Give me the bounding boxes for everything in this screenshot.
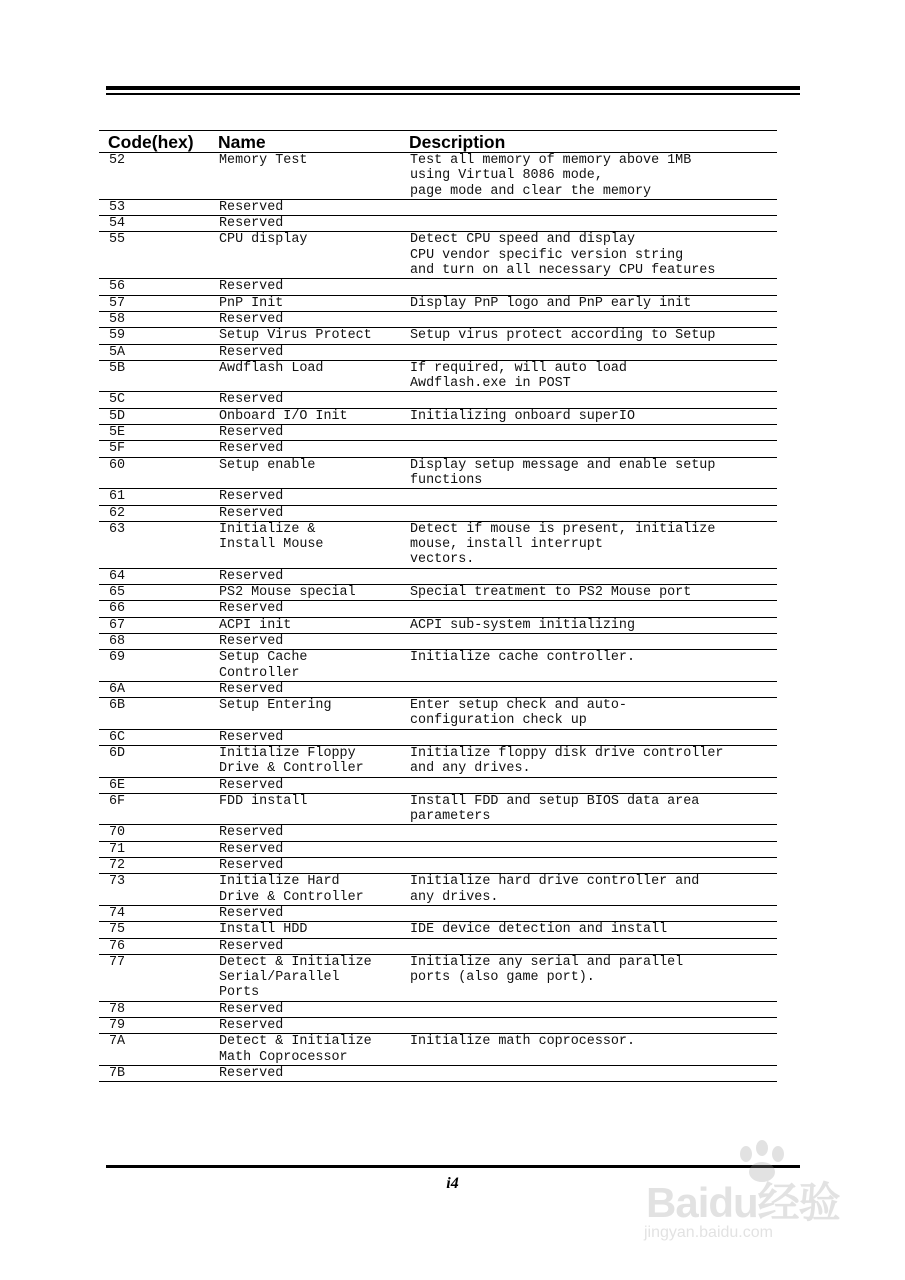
table-row bbox=[99, 745, 777, 777]
description-cell: If required, will auto load Awdflash.exe in POST bbox=[400, 360, 777, 392]
name-cell: Reserved bbox=[209, 681, 400, 697]
description-cell: Initialize any serial and parallel ports (also game port). bbox=[400, 954, 777, 1001]
table-row bbox=[99, 505, 777, 521]
table-row bbox=[99, 457, 777, 489]
name-cell: Reserved bbox=[209, 199, 400, 215]
description-cell bbox=[400, 1018, 777, 1034]
table-row bbox=[99, 777, 777, 793]
watermark-url: jingyan.baidu.com bbox=[644, 1224, 773, 1241]
table-row bbox=[99, 617, 777, 633]
name-cell: Reserved bbox=[209, 825, 400, 841]
code-cell: 57 bbox=[99, 295, 209, 311]
name-cell: Reserved bbox=[209, 1018, 400, 1034]
table-row bbox=[99, 938, 777, 954]
name-cell: Reserved bbox=[209, 505, 400, 521]
table-row bbox=[99, 729, 777, 745]
page-number: i4 bbox=[446, 1175, 459, 1192]
table-row bbox=[99, 858, 777, 874]
code-cell: 58 bbox=[99, 311, 209, 327]
name-cell: Reserved bbox=[209, 489, 400, 505]
name-cell: Install HDD bbox=[209, 922, 400, 938]
description-cell: Detect CPU speed and display CPU vendor specific version string and turn on all necessary CPU features bbox=[400, 232, 777, 279]
description-cell bbox=[400, 858, 777, 874]
code-cell: 6F bbox=[99, 793, 209, 825]
description-cell: Display setup message and enable setup functions bbox=[400, 457, 777, 489]
code-cell: 78 bbox=[99, 1001, 209, 1017]
description-cell bbox=[400, 938, 777, 954]
code-cell: 5F bbox=[99, 441, 209, 457]
name-cell: Reserved bbox=[209, 905, 400, 921]
code-cell: 71 bbox=[99, 841, 209, 857]
description-cell bbox=[400, 279, 777, 295]
code-cell: 77 bbox=[99, 954, 209, 1001]
table-row bbox=[99, 568, 777, 584]
code-cell: 53 bbox=[99, 199, 209, 215]
header-rule-thin bbox=[106, 93, 800, 95]
description-cell bbox=[400, 633, 777, 649]
code-cell: 55 bbox=[99, 232, 209, 279]
code-cell: 6C bbox=[99, 729, 209, 745]
code-cell: 7A bbox=[99, 1034, 209, 1066]
table-row bbox=[99, 1018, 777, 1034]
table-row bbox=[99, 841, 777, 857]
header-rule bbox=[106, 86, 800, 90]
code-cell: 6E bbox=[99, 777, 209, 793]
code-cell: 5B bbox=[99, 360, 209, 392]
name-cell: Initialize Hard Drive & Controller bbox=[209, 874, 400, 906]
table-row bbox=[99, 905, 777, 921]
description-cell bbox=[400, 311, 777, 327]
code-cell: 56 bbox=[99, 279, 209, 295]
code-cell: 5C bbox=[99, 392, 209, 408]
description-cell: Initialize math coprocessor. bbox=[400, 1034, 777, 1066]
name-cell: Onboard I/O Init bbox=[209, 408, 400, 424]
table-row bbox=[99, 216, 777, 232]
description-cell bbox=[400, 505, 777, 521]
description-cell: Setup virus protect according to Setup bbox=[400, 328, 777, 344]
name-cell: Reserved bbox=[209, 601, 400, 617]
description-cell: Special treatment to PS2 Mouse port bbox=[400, 585, 777, 601]
description-cell: Enter setup check and auto- configuration check up bbox=[400, 698, 777, 730]
table-row bbox=[99, 311, 777, 327]
code-cell: 64 bbox=[99, 568, 209, 584]
code-cell: 5E bbox=[99, 425, 209, 441]
description-cell bbox=[400, 841, 777, 857]
description-cell: Initialize floppy disk drive controller and any drives. bbox=[400, 745, 777, 777]
name-cell: Setup enable bbox=[209, 457, 400, 489]
table-row bbox=[99, 1065, 777, 1081]
description-cell: Display PnP logo and PnP early init bbox=[400, 295, 777, 311]
name-cell: Awdflash Load bbox=[209, 360, 400, 392]
name-cell: Reserved bbox=[209, 441, 400, 457]
table-row bbox=[99, 1034, 777, 1066]
name-cell: Initialize & Install Mouse bbox=[209, 521, 400, 568]
description-cell: Initialize cache controller. bbox=[400, 650, 777, 682]
table-row bbox=[99, 650, 777, 682]
table-row bbox=[99, 681, 777, 697]
code-cell: 6D bbox=[99, 745, 209, 777]
description-cell bbox=[400, 1001, 777, 1017]
name-cell: Reserved bbox=[209, 568, 400, 584]
table-row bbox=[99, 360, 777, 392]
description-cell bbox=[400, 344, 777, 360]
code-cell: 54 bbox=[99, 216, 209, 232]
header-name: Name bbox=[209, 131, 400, 153]
table-row bbox=[99, 793, 777, 825]
description-cell bbox=[400, 392, 777, 408]
table-row bbox=[99, 153, 777, 200]
description-cell bbox=[400, 441, 777, 457]
description-cell: Detect if mouse is present, initialize mouse, install interrupt vectors. bbox=[400, 521, 777, 568]
description-cell bbox=[400, 729, 777, 745]
watermark-brand: Baidu经验 bbox=[646, 1179, 840, 1226]
name-cell: Setup Virus Protect bbox=[209, 328, 400, 344]
post-code-table bbox=[99, 130, 777, 1082]
description-cell bbox=[400, 681, 777, 697]
code-cell: 5D bbox=[99, 408, 209, 424]
code-cell: 73 bbox=[99, 874, 209, 906]
name-cell: PnP Init bbox=[209, 295, 400, 311]
name-cell: Reserved bbox=[209, 633, 400, 649]
header-code: Code(hex) bbox=[99, 131, 209, 153]
table-row bbox=[99, 585, 777, 601]
name-cell: Reserved bbox=[209, 425, 400, 441]
table-row bbox=[99, 1001, 777, 1017]
code-cell: 66 bbox=[99, 601, 209, 617]
description-cell bbox=[400, 601, 777, 617]
name-cell: Reserved bbox=[209, 1065, 400, 1081]
table-row bbox=[99, 489, 777, 505]
watermark bbox=[640, 1140, 870, 1270]
description-cell bbox=[400, 489, 777, 505]
name-cell: Reserved bbox=[209, 216, 400, 232]
table-row bbox=[99, 521, 777, 568]
code-cell: 5A bbox=[99, 344, 209, 360]
description-cell bbox=[400, 425, 777, 441]
name-cell: ACPI init bbox=[209, 617, 400, 633]
table-row bbox=[99, 344, 777, 360]
code-cell: 63 bbox=[99, 521, 209, 568]
code-cell: 60 bbox=[99, 457, 209, 489]
table-row bbox=[99, 279, 777, 295]
name-cell: Reserved bbox=[209, 729, 400, 745]
description-cell bbox=[400, 216, 777, 232]
name-cell: CPU display bbox=[209, 232, 400, 279]
table-row bbox=[99, 954, 777, 1001]
description-cell bbox=[400, 825, 777, 841]
description-cell bbox=[400, 1065, 777, 1081]
name-cell: PS2 Mouse special bbox=[209, 585, 400, 601]
name-cell: Reserved bbox=[209, 841, 400, 857]
name-cell: Initialize Floppy Drive & Controller bbox=[209, 745, 400, 777]
name-cell: Setup Cache Controller bbox=[209, 650, 400, 682]
code-cell: 67 bbox=[99, 617, 209, 633]
code-cell: 76 bbox=[99, 938, 209, 954]
description-cell: Test all memory of memory above 1MB using Virtual 8086 mode, page mode and clear the memory bbox=[400, 153, 777, 200]
table-row bbox=[99, 408, 777, 424]
code-cell: 69 bbox=[99, 650, 209, 682]
name-cell: Reserved bbox=[209, 938, 400, 954]
description-cell: Initializing onboard superIO bbox=[400, 408, 777, 424]
description-cell: Initialize hard drive controller and any drives. bbox=[400, 874, 777, 906]
table-row bbox=[99, 874, 777, 906]
table-row bbox=[99, 698, 777, 730]
name-cell: Reserved bbox=[209, 392, 400, 408]
code-cell: 6B bbox=[99, 698, 209, 730]
description-cell: ACPI sub-system initializing bbox=[400, 617, 777, 633]
name-cell: Reserved bbox=[209, 344, 400, 360]
code-cell: 62 bbox=[99, 505, 209, 521]
header-description: Description bbox=[400, 131, 777, 153]
table-row bbox=[99, 601, 777, 617]
code-cell: 59 bbox=[99, 328, 209, 344]
description-cell: IDE device detection and install bbox=[400, 922, 777, 938]
code-cell: 7B bbox=[99, 1065, 209, 1081]
code-cell: 74 bbox=[99, 905, 209, 921]
description-cell: Install FDD and setup BIOS data area parameters bbox=[400, 793, 777, 825]
name-cell: Memory Test bbox=[209, 153, 400, 200]
table-row bbox=[99, 232, 777, 279]
code-cell: 68 bbox=[99, 633, 209, 649]
code-cell: 70 bbox=[99, 825, 209, 841]
table-row bbox=[99, 441, 777, 457]
code-cell: 79 bbox=[99, 1018, 209, 1034]
table-row bbox=[99, 825, 777, 841]
table-row bbox=[99, 295, 777, 311]
name-cell: Reserved bbox=[209, 1001, 400, 1017]
description-cell bbox=[400, 905, 777, 921]
description-cell bbox=[400, 777, 777, 793]
description-cell bbox=[400, 568, 777, 584]
table-header-row bbox=[99, 131, 777, 153]
table-row bbox=[99, 633, 777, 649]
name-cell: Reserved bbox=[209, 279, 400, 295]
table-row bbox=[99, 425, 777, 441]
code-cell: 61 bbox=[99, 489, 209, 505]
table-row bbox=[99, 199, 777, 215]
code-cell: 75 bbox=[99, 922, 209, 938]
name-cell: Reserved bbox=[209, 777, 400, 793]
table-row bbox=[99, 328, 777, 344]
name-cell: Setup Entering bbox=[209, 698, 400, 730]
table-row bbox=[99, 922, 777, 938]
name-cell: Detect & Initialize Serial/Parallel Ports bbox=[209, 954, 400, 1001]
name-cell: FDD install bbox=[209, 793, 400, 825]
name-cell: Reserved bbox=[209, 311, 400, 327]
code-cell: 72 bbox=[99, 858, 209, 874]
name-cell: Reserved bbox=[209, 858, 400, 874]
description-cell bbox=[400, 199, 777, 215]
table-row bbox=[99, 392, 777, 408]
code-cell: 6A bbox=[99, 681, 209, 697]
code-cell: 65 bbox=[99, 585, 209, 601]
code-cell: 52 bbox=[99, 153, 209, 200]
name-cell: Detect & Initialize Math Coprocessor bbox=[209, 1034, 400, 1066]
